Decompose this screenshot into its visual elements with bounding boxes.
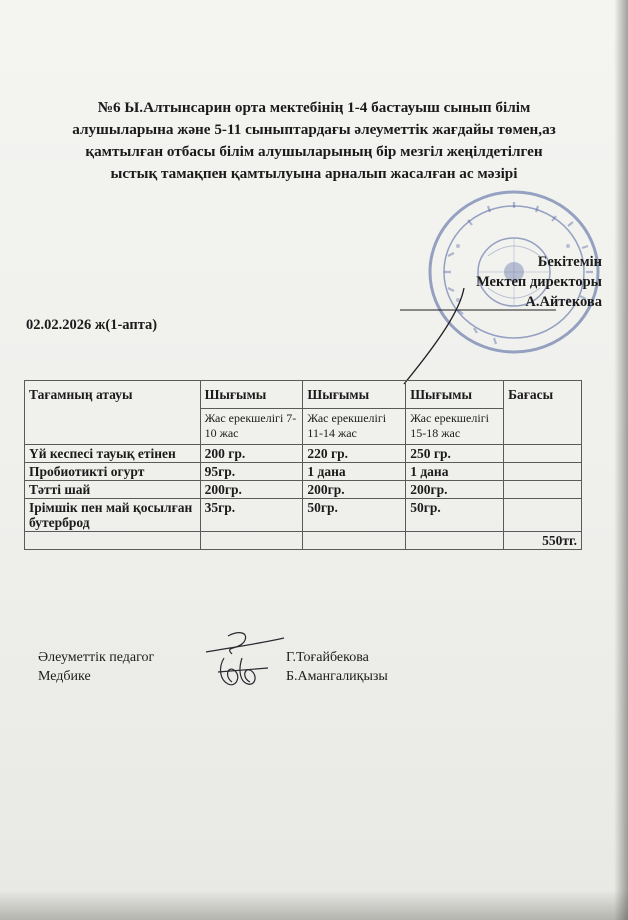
price-cell — [504, 463, 582, 481]
yield-cell: 50гр. — [303, 499, 406, 532]
yield-cell: 200гр. — [200, 481, 303, 499]
yield-cell: 35гр. — [200, 499, 303, 532]
empty-cell — [406, 532, 504, 550]
yield-cell: 50гр. — [406, 499, 504, 532]
menu-date: 02.02.2026 ж(1-апта) — [26, 317, 158, 333]
yield-cell: 95гр. — [200, 463, 303, 481]
table-total-row — [25, 532, 582, 550]
role-nurse: Медбике — [38, 669, 91, 684]
title-line-1: №6 Ы.Алтынсарин орта мектебінің 1-4 бастауыш сынып білім — [97, 99, 531, 116]
yield-cell: 200 гр. — [200, 445, 303, 463]
price-cell — [504, 499, 582, 532]
title-line-3: қамтылған отбасы білім алушыларының бір мезгіл жеңілдетілген — [85, 143, 543, 160]
approval-line-1: Бекітемін — [537, 254, 602, 270]
header-dish-name: Тағамның атауы — [25, 381, 201, 445]
yield-cell: 250 гр. — [406, 445, 504, 463]
director-signature — [360, 280, 560, 390]
header-yield-3: Шығымы — [406, 381, 504, 409]
page-edge-shadow — [614, 0, 628, 920]
yield-cell: 200гр. — [303, 481, 406, 499]
approval-line-2: Мектеп директоры — [476, 274, 602, 290]
total-price: 550тг. — [504, 532, 582, 550]
subheader-age-3: Жас ерекшелігі 15-18 жас — [406, 409, 504, 445]
table-row — [25, 499, 582, 532]
yield-cell: 1 дана — [303, 463, 406, 481]
empty-cell — [200, 532, 303, 550]
name-nurse: Б.Амангалиқызы — [286, 669, 388, 684]
empty-cell — [303, 532, 406, 550]
footer-signature — [198, 624, 288, 696]
approval-line-3: А.Айтекова — [525, 294, 602, 310]
title-line-4: ыстық тамақпен қамтылуына арналып жасалған ас мәзірі — [110, 165, 518, 182]
header-yield-2: Шығымы — [303, 381, 406, 409]
price-cell — [504, 481, 582, 499]
dish-name: Пробиотикті огурт — [25, 463, 201, 481]
page-bottom-shadow — [0, 890, 628, 920]
yield-cell: 220 гр. — [303, 445, 406, 463]
dish-name: Ірімшік пен май қосылған бутерброд — [25, 499, 201, 532]
name-social-pedagogue: Г.Тоғайбекова — [286, 650, 369, 665]
menu-table — [24, 380, 582, 550]
table-row — [25, 463, 582, 481]
subheader-age-1: Жас ерекшелігі 7-10 жас — [200, 409, 303, 445]
footer-roles — [38, 648, 154, 686]
title-line-2: алушыларына және 5-11 сыныптардағы әлеуметтік жағдайы төмен,аз — [72, 121, 556, 138]
dish-name: Тәтті шай — [25, 481, 201, 499]
yield-cell: 1 дана — [406, 463, 504, 481]
dish-name: Үй кеспесі тауық етінен — [25, 445, 201, 463]
price-cell — [504, 445, 582, 463]
yield-cell: 200гр. — [406, 481, 504, 499]
header-yield-1: Шығымы — [200, 381, 303, 409]
table-row — [25, 445, 582, 463]
document-title — [30, 97, 598, 185]
header-price: Бағасы — [504, 381, 582, 445]
empty-cell — [25, 532, 201, 550]
subheader-age-2: Жас ерекшелігі 11-14 жас — [303, 409, 406, 445]
footer-names — [286, 648, 388, 686]
table-row — [25, 481, 582, 499]
role-social-pedagogue: Әлеуметтік педагог — [38, 650, 155, 665]
table-header-row — [25, 381, 582, 409]
